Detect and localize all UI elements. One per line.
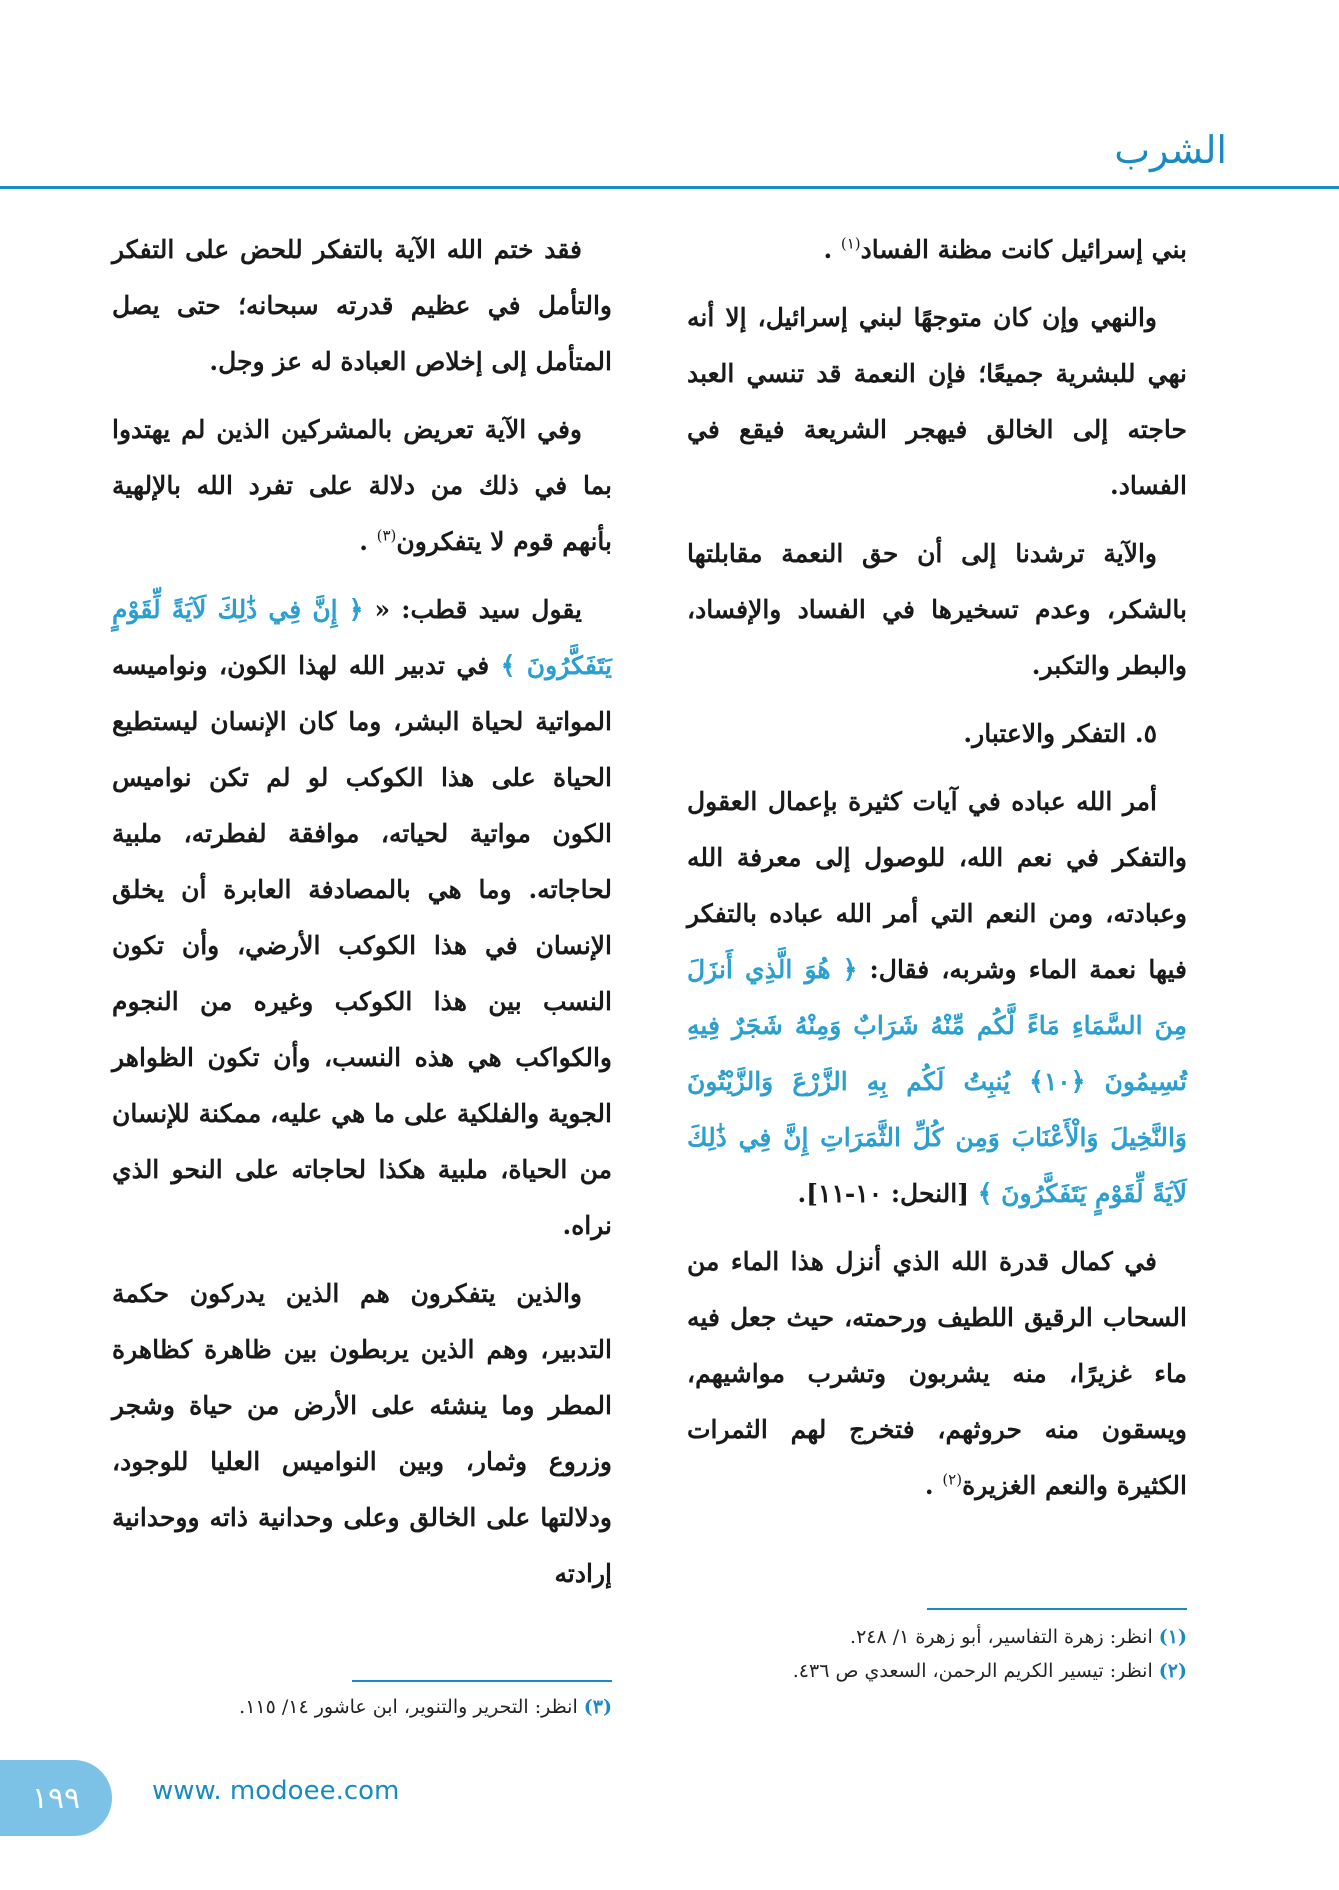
paragraph: والنهي وإن كان متوجهًا لبني إسرائيل، إلا أنه نهي للبشرية جميعًا؛ فإن النعمة قد تنسي العبد حاجته إلى الخالق فيهجر الشريعة فيقع في الفساد. <box>687 303 1187 500</box>
paragraph: فقد ختم الله الآية بالتفكر للحض على التفكر والتأمل في عظيم قدرته سبحانه؛ حتى يصل المتأمل إلى إخلاص العبادة له عز وجل. <box>112 235 612 376</box>
footnotes-right <box>687 1620 1187 1688</box>
footnote-number: (٣) <box>583 1696 612 1718</box>
paragraph-end: . <box>359 527 377 556</box>
footnote-number: (١) <box>1158 1626 1187 1648</box>
footnote <box>112 1690 612 1724</box>
paragraph: والذين يتفكرون هم الذين يدركون حكمة التدبير، وهم الذين يربطون بين ظاهرة كظاهرة المطر وما ينشئه على الأرض من حياة وشجر وزروع وثمار، وبين النواميس العليا للوجود، ودلالتها على الخالق وعلى وحدانية ذاته ووحدانية إرادته <box>112 1279 612 1588</box>
paragraph: والآية ترشدنا إلى أن حق النعمة مقابلتها بالشكر، وعدم تسخيرها في الفساد والإفساد، والبطر والتكبر. <box>687 539 1187 680</box>
left-column <box>112 222 612 1614</box>
paragraph-text: وفي الآية تعريض بالمشركين الذين لم يهتدوا بما في ذلك من دلالة على تفرد الله بالإلهية بأنهم قوم لا يتفكرون <box>112 415 612 556</box>
footnotes-left <box>112 1690 612 1724</box>
page-number-badge <box>0 1760 112 1836</box>
footnote-ref[interactable]: (٣) <box>376 526 397 545</box>
verse-reference: [النحل: ١٠-١١]. <box>797 1179 978 1208</box>
footnote-number: (٢) <box>1158 1660 1187 1682</box>
footnote <box>687 1620 1187 1654</box>
section-heading: ٥. التفكر والاعتبار. <box>963 719 1157 748</box>
paragraph <box>112 582 612 1254</box>
quran-verse: ﴿ هُوَ الَّذِي أَنزَلَ مِنَ السَّمَاءِ مَاءً لَّكُم مِّنْهُ شَرَابٌ وَمِنْهُ شَجَرٌ فِيهِ تُسِيمُونَ ﴿١٠﴾ يُنبِتُ لَكُم بِهِ الزَّرْعَ وَالزَّيْتُونَ وَالنَّخِيلَ وَالْأَعْنَابَ وَمِن كُلِّ الثَّمَرَاتِ إِنَّ فِي ذَٰلِكَ لَآيَةً لِّقَوْمٍ يَتَفَكَّرُونَ ﴾ <box>687 955 1187 1208</box>
page-title: الشرب <box>1114 128 1227 172</box>
paragraph-text: في كمال قدرة الله الذي أنزل هذا الماء من السحاب الرقيق اللطيف ورحمته، حيث جعل فيه ماء غزيرًا، منه يشربون وتشرب مواشيهم، ويسقون منه حروثهم، فتخرج لهم الثمرات الكثيرة والنعم الغزيرة <box>687 1247 1187 1500</box>
paragraph <box>687 222 1187 278</box>
footnote-separator <box>927 1608 1187 1610</box>
paragraph-text: أمر الله عباده في آيات كثيرة بإعمال العقول والتفكر في نعم الله، للوصول إلى معرفة الله وعبادته، ومن النعم التي أمر الله عباده بالتفكر فيها نعمة الماء وشربه، فقال: <box>687 787 1187 984</box>
paragraph-end: . <box>823 235 841 264</box>
paragraph-text: بني إسرائيل كانت مظنة الفساد <box>860 235 1187 264</box>
website-link[interactable]: www. modoee.com <box>152 1776 400 1806</box>
paragraph-end: . <box>924 1471 943 1500</box>
header-rule <box>0 186 1339 189</box>
footnote-separator <box>352 1680 612 1682</box>
footnote-text: انظر: تيسير الكريم الرحمن، السعدي ص ٤٣٦. <box>792 1660 1159 1682</box>
footnote <box>687 1654 1187 1688</box>
quran-verse: ﴿ إِنَّ فِي ذَٰلِكَ لَآيَةً لِّقَوْمٍ يَتَفَكَّرُونَ ﴾ <box>112 595 612 680</box>
paragraph-text: يقول سيد قطب: « <box>363 595 582 624</box>
paragraph-text: في تدبير الله لهذا الكون، ونواميسه المواتية لحياة البشر، وما كان الإنسان ليستطيع الحياة على هذا الكوكب لو لم تكن نواميس الكون مواتية لحياته، موافقة لفطرته، ملبية لحاجاته. وما هي بالمصادفة العابرة أن يخلق الإنسان في هذا الكوكب الأرضي، وأن تكون النسب بين هذا الكوكب وغيره من النجوم والكواكب هي هذه النسب، وأن تكون الظواهر الجوية والفلكية على ما هي عليه، ممكنة للإنسان من الحياة، ملبية هكذا لحاجاته على النحو الذي نراه. <box>112 651 612 1240</box>
footnote-text: انظر: التحرير والتنوير، ابن عاشور ١٤/ ١١٥. <box>239 1696 584 1718</box>
right-column <box>687 222 1187 1526</box>
footnote-text: انظر: زهرة التفاسير، أبو زهرة ١/ ٢٤٨. <box>850 1626 1159 1648</box>
paragraph <box>687 774 1187 1222</box>
footnote-ref[interactable]: (١) <box>840 234 861 253</box>
footnote-ref[interactable]: (٢) <box>942 1470 963 1489</box>
paragraph <box>687 1234 1187 1514</box>
page-number: ١٩٩ <box>31 1780 81 1816</box>
paragraph <box>112 402 612 570</box>
